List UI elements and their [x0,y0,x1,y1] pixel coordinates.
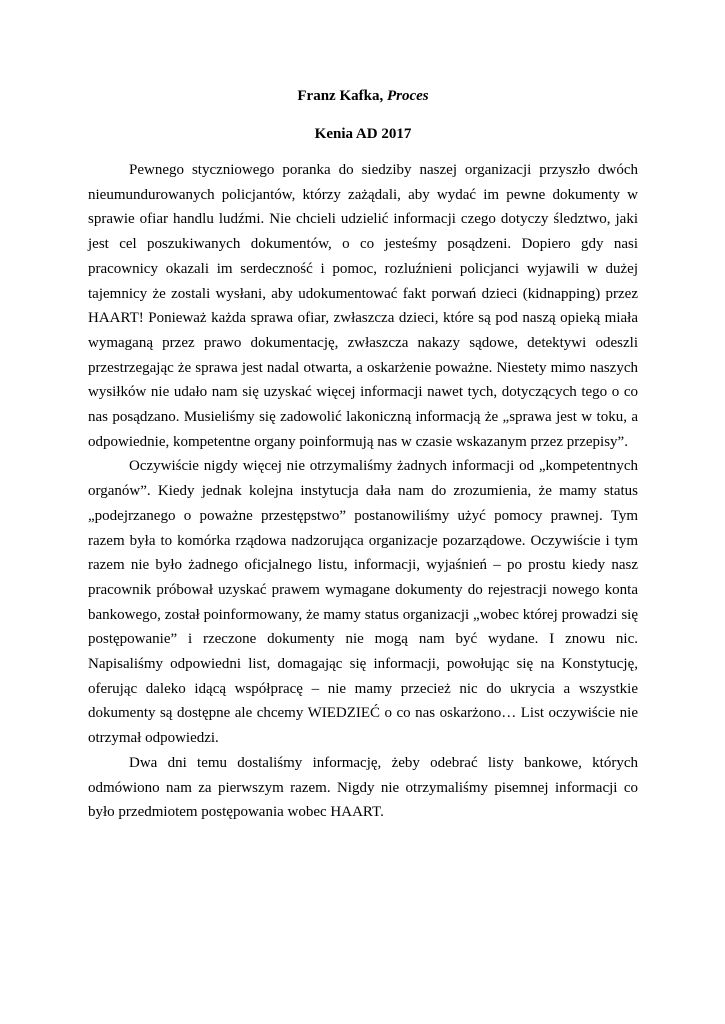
title-author: Franz Kafka, [297,88,387,104]
paragraph-1: Pewnego styczniowego poranka do siedziby naszej organizacji przyszło dwóch nieumundurowanych policjantów, którzy zażądali, aby wydać im pewne dokumenty w sprawie ofiar handlu ludźmi. Nie chcieli udzielić informacji czego dotyczy śledztwo, jaki jest cel poszukiwanych dokumentów, o co jesteśmy posądzeni. Dopiero gdy nasi pracownicy okazali im serdeczność i pomoc, rozluźnieni policjanci wyjawili w dużej tajemnicy że zostali wysłani, aby udokumentować fakt porwań dzieci (kidnapping) przez HAART! Ponieważ każda sprawa ofiar, zwłaszcza dzieci, które są pod naszą opieką miała wymaganą przez prawo dokumentację, zwłaszcza nakazy sądowe, detektywi odeszli przestrzegając że sprawa jest nadal otwarta, a oskarżenie poważne. Niestety mimo naszych wysiłków nie udało nam się uzyskać więcej informacji nawet tych, dotyczących tego o co nas posądzano. Musieliśmy się zadowolić lakoniczną informacją że „sprawa jest w toku, a odpowiednie, kompetentne organy poinformują nas w czasie wskazanym przez przepisy”. [88,162,638,450]
title-work: Proces [386,88,429,104]
paragraph-2: Oczywiście nigdy więcej nie otrzymaliśmy żadnych informacji od „kompetentnych organów”. Kiedy jednak kolejna instytucja dała nam do zrozumienia, że mamy status „podejrzanego o poważne przestępstwo” postanowiliśmy użyć pomocy prawnej. Tym razem była to komórka rządowa nadzorująca organizacje pozarządowe. Oczywiście i tym razem nie było żadnego oficjalnego listu, informacji, wyjaśnień – po prostu kiedy nasz pracownik próbował uzyskać prawem wymagane dokumenty do rejestracji nowego konta bankowego, został poinformowany, że mamy status organizacji „wobec której prowadzi się postępowanie” i rzeczone dokumenty nie mogą nam być wydane. I znowu nic. Napisaliśmy odpowiedni list, domagając się informacji, powołując się na Konstytucję, oferując daleko idącą współpracę – nie mamy przecież nic do ukrycia a wszystkie dokumenty są dostępne ale chcemy WIEDZIEĆ o co nas oskarżono… List oczywiście nie otrzymał odpowiedzi. [88,458,638,747]
document-subtitle: Kenia AD 2017 [314,126,412,142]
paragraph-3: Dwa dni temu dostaliśmy informację, żeby odebrać listy bankowe, których odmówiono nam za pierwszym razem. Nigdy nie otrzymaliśmy pisemnej informacji co było przedmiotem postępowania wobec HAART. [88,754,638,821]
document-page [88,86,638,825]
document-title [88,86,638,106]
